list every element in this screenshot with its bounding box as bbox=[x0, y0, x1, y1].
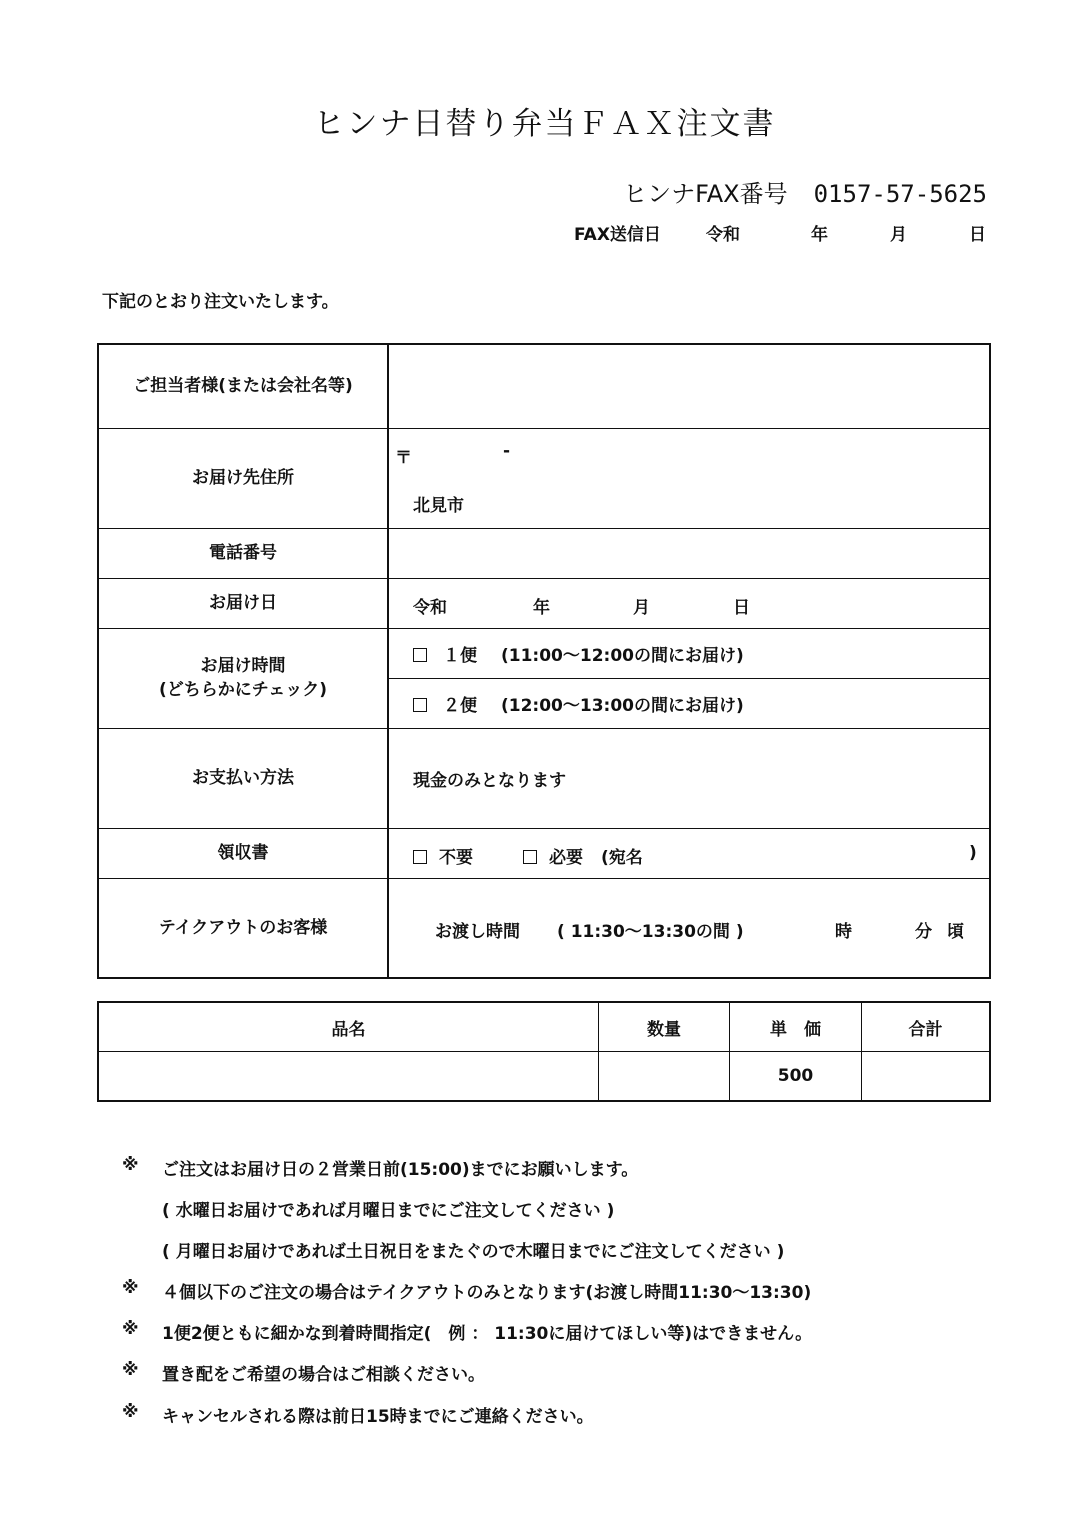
delivery-date-label: お届け日 bbox=[98, 578, 388, 628]
receipt-needed-checkbox[interactable] bbox=[523, 850, 537, 864]
address-city: 北見市 bbox=[413, 495, 464, 516]
items-table bbox=[97, 1001, 991, 1102]
delivery-time-row-1 bbox=[98, 628, 990, 678]
slot1-checkbox[interactable] bbox=[413, 648, 427, 662]
slot2-option[interactable] bbox=[388, 678, 990, 728]
postal-dash: - bbox=[503, 440, 511, 461]
order-form-table bbox=[97, 343, 991, 979]
note-mark: ※ bbox=[122, 1360, 139, 1380]
item-unit-price-cell: 500 bbox=[730, 1052, 862, 1102]
address-row bbox=[98, 428, 990, 528]
receipt-addressee-label: (宛名 bbox=[601, 847, 643, 868]
takeout-approx: 頃 bbox=[947, 921, 964, 942]
item-name-cell[interactable] bbox=[98, 1052, 599, 1102]
note-text: ( 月曜日お届けであれば土日祝日をまたぐので木曜日までにご注文してください ) bbox=[162, 1242, 785, 1262]
note-mark: ※ bbox=[122, 1402, 139, 1422]
note-mark: ※ bbox=[122, 1278, 139, 1298]
receipt-addressee-close: ) bbox=[969, 842, 977, 863]
receipt-unneeded-label: 不要 bbox=[439, 847, 473, 868]
send-date-year: 年 bbox=[811, 225, 828, 245]
fax-number-line bbox=[623, 174, 987, 209]
contact-field[interactable] bbox=[388, 344, 990, 428]
slot1-name: １便 bbox=[443, 645, 477, 666]
receipt-row bbox=[98, 828, 990, 878]
delivery-time-label bbox=[98, 628, 388, 728]
note-item bbox=[122, 1360, 485, 1385]
note-text: ご注文はお届け日の２営業日前(15:00)までにお願いします。 bbox=[162, 1160, 639, 1180]
delivery-date-month: 月 bbox=[633, 597, 650, 618]
takeout-field[interactable] bbox=[388, 878, 990, 978]
payment-row bbox=[98, 728, 990, 828]
slot2-name: ２便 bbox=[443, 695, 477, 716]
page-title: ヒンナ日替り弁当ＦＡＸ注文書 bbox=[313, 106, 776, 142]
takeout-row bbox=[98, 878, 990, 978]
note-item bbox=[122, 1155, 638, 1180]
receipt-needed-option[interactable] bbox=[523, 843, 583, 868]
note-mark: ※ bbox=[122, 1155, 139, 1175]
note-text: 1便2便ともに細かな到着時間指定( 例 ： 11:30に届けてほしい等)はできません。 bbox=[162, 1324, 813, 1344]
delivery-time-label-note: (どちらかにチェック) bbox=[158, 680, 328, 700]
note-item bbox=[122, 1237, 784, 1262]
slot2-checkbox[interactable] bbox=[413, 698, 427, 712]
phone-row bbox=[98, 528, 990, 578]
receipt-label: 領収書 bbox=[98, 828, 388, 878]
receipt-unneeded-checkbox[interactable] bbox=[413, 850, 427, 864]
payment-value: 現金のみとなります bbox=[388, 728, 990, 828]
slot2-desc: (12:00～13:00の間にお届け) bbox=[501, 695, 744, 716]
note-mark: ※ bbox=[122, 1319, 139, 1339]
intro-text: 下記のとおり注文いたします。 bbox=[102, 292, 339, 312]
postal-mark: 〒 bbox=[395, 447, 412, 468]
item-total-cell[interactable] bbox=[862, 1052, 991, 1102]
note-item bbox=[122, 1319, 812, 1344]
note-text: 置き配をご希望の場合はご相談ください。 bbox=[162, 1365, 485, 1385]
note-item bbox=[122, 1402, 594, 1427]
items-header-total: 合計 bbox=[862, 1002, 991, 1052]
delivery-date-row bbox=[98, 578, 990, 628]
slot1-desc: (11:00～12:00の間にお届け) bbox=[501, 645, 744, 666]
note-text: ４個以下のご注文の場合はテイクアウトのみとなります(お渡し時間11:30～13:30) bbox=[162, 1283, 812, 1303]
receipt-needed-label: 必要 bbox=[549, 847, 583, 868]
takeout-hour: 時 bbox=[835, 921, 852, 942]
delivery-date-year: 年 bbox=[533, 597, 550, 618]
note-item bbox=[122, 1196, 614, 1221]
send-date-month: 月 bbox=[890, 225, 907, 245]
send-date-era: 令和 bbox=[706, 225, 740, 245]
delivery-time-label-main: お届け時間 bbox=[200, 656, 286, 676]
fax-number-label: ヒンナFAX番号 bbox=[623, 180, 788, 208]
items-header-qty: 数量 bbox=[599, 1002, 730, 1052]
items-row bbox=[98, 1052, 990, 1102]
takeout-range: ( 11:30～13:30の間 ) bbox=[557, 921, 744, 942]
takeout-label: テイクアウトのお客様 bbox=[98, 878, 388, 978]
contact-label: ご担当者様(または会社名等) bbox=[98, 344, 388, 428]
receipt-field[interactable] bbox=[388, 828, 990, 878]
note-text: キャンセルされる際は前日15時までにご連絡ください。 bbox=[162, 1407, 594, 1427]
phone-label: 電話番号 bbox=[98, 528, 388, 578]
receipt-unneeded-option[interactable] bbox=[413, 843, 473, 868]
slot1-option[interactable] bbox=[388, 628, 990, 678]
payment-label: お支払い方法 bbox=[98, 728, 388, 828]
delivery-date-field[interactable] bbox=[388, 578, 990, 628]
send-date-day: 日 bbox=[969, 225, 986, 245]
delivery-date-day: 日 bbox=[733, 597, 750, 618]
item-qty-cell[interactable] bbox=[599, 1052, 730, 1102]
takeout-text: お渡し時間 bbox=[435, 921, 520, 942]
items-header-name: 品名 bbox=[98, 1002, 599, 1052]
phone-field[interactable] bbox=[388, 528, 990, 578]
takeout-minute: 分 bbox=[915, 921, 932, 942]
address-field[interactable] bbox=[388, 428, 990, 528]
delivery-date-era: 令和 bbox=[413, 597, 447, 618]
note-text: ( 水曜日お届けであれば月曜日までにご注文してください ) bbox=[162, 1201, 615, 1221]
address-label: お届け先住所 bbox=[98, 428, 388, 528]
items-header-row bbox=[98, 1002, 990, 1052]
send-date-label: FAX送信日 bbox=[574, 225, 661, 245]
note-item bbox=[122, 1278, 811, 1303]
contact-row bbox=[98, 344, 990, 428]
items-header-unit-price: 単 価 bbox=[730, 1002, 862, 1052]
fax-number: 0157-57-5625 bbox=[813, 180, 987, 208]
